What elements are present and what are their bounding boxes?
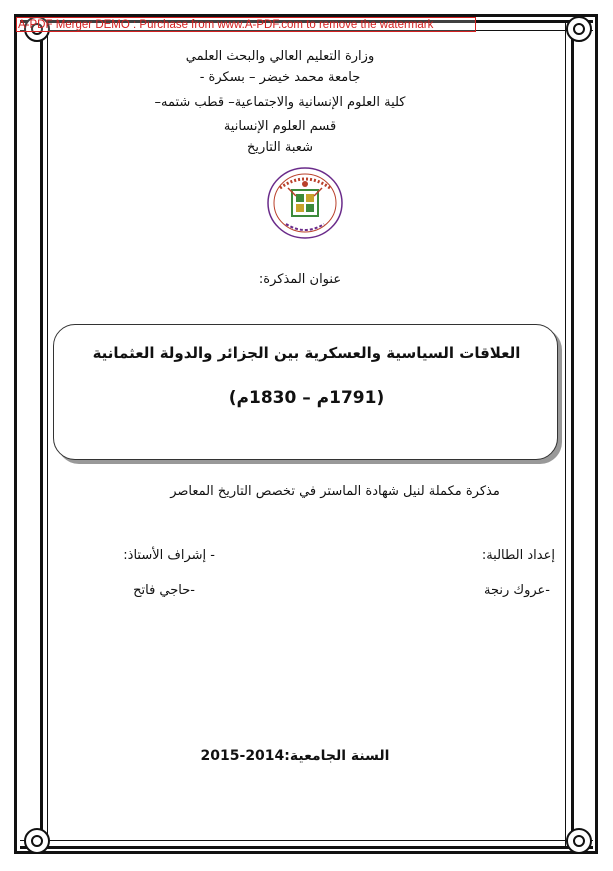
thesis-period: (1791م – 1830م) (228, 388, 385, 408)
border-bottom-thin-rule (20, 840, 593, 841)
corner-ornament-bottom-right (566, 828, 592, 854)
faculty-line: كلية العلوم الإنسانية والاجتماعية– قطب شتمه– (154, 95, 406, 110)
thesis-title: العلاقات السياسية والعسكرية بين الجزائر والدولة العثمانية (92, 344, 521, 362)
ministry-line: وزارة التعليم العالي والبحث العلمي (185, 49, 375, 64)
border-right-rule (571, 20, 574, 849)
academic-year: السنة الجامعية:2014-2015 (200, 748, 390, 764)
border-right-thin-rule (565, 20, 566, 849)
student-name: -عروك رنجة (483, 583, 550, 598)
watermark-banner: A-PDF Merger DEMO : Purchase from www.A-PDF.com to remove the watermark (16, 17, 476, 32)
university-line: جامعة محمد خيضر – بسكرة - (199, 70, 361, 85)
memo-title-label: عنوان المذكرة: (258, 272, 342, 287)
department-line: قسم العلوم الإنسانية (223, 119, 337, 134)
supervisor-name: -حاجي فاتح (133, 583, 195, 598)
corner-ornament-bottom-left (24, 828, 50, 854)
university-seal-logo (266, 166, 344, 240)
corner-ornament-top-right (566, 16, 592, 42)
border-left-rule (40, 20, 43, 849)
border-bottom-rule (20, 846, 593, 849)
student-label: إعداد الطالبة: (481, 548, 555, 563)
supervisor-label: - إشراف الأستاذ: (123, 548, 215, 563)
border-left-thin-rule (47, 20, 48, 849)
branch-line: شعبة التاريخ (247, 140, 313, 155)
thesis-subtitle: مذكرة مكملة لنيل شهادة الماستر في تخصص التاريخ المعاصر (170, 484, 500, 499)
